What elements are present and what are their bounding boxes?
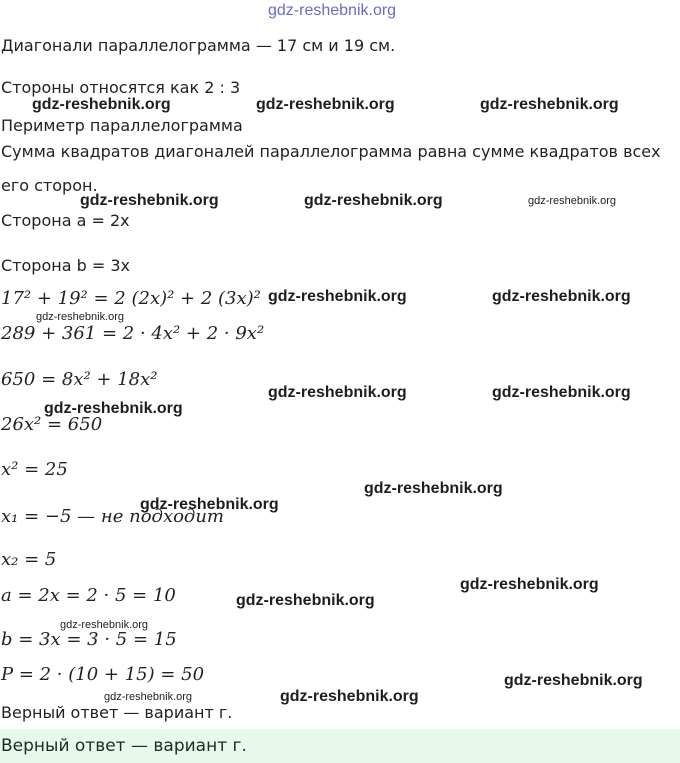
watermark: gdz-reshebnik.org xyxy=(492,384,631,401)
answer-text: Верный ответ — вариант г. xyxy=(1,736,247,756)
answer-box xyxy=(0,729,680,763)
watermark: gdz-reshebnik.org xyxy=(140,496,279,513)
watermark: gdz-reshebnik.org xyxy=(528,195,617,207)
watermark: gdz-reshebnik.org xyxy=(268,288,407,305)
eq-step-1: 17² + 19² = 2 (2x)² + 2 (3x)² xyxy=(1,288,261,309)
watermark: gdz-reshebnik.org xyxy=(364,480,503,497)
line-side-b: Сторона b = 3x xyxy=(1,256,130,275)
watermark: gdz-reshebnik.org xyxy=(480,96,619,113)
watermark: gdz-reshebnik.org xyxy=(304,192,443,209)
watermark: gdz-reshebnik.org xyxy=(80,192,219,209)
eq-step-4: 26x² = 650 xyxy=(1,414,103,435)
watermark: gdz-reshebnik.org xyxy=(256,96,395,113)
watermark: gdz-reshebnik.org xyxy=(36,311,125,323)
line-theorem-2: его сторон. xyxy=(1,176,98,195)
watermark-top: gdz-reshebnik.org xyxy=(268,2,397,19)
watermark: gdz-reshebnik.org xyxy=(104,691,193,703)
line-side-a: Сторона a = 2x xyxy=(1,211,130,230)
watermark: gdz-reshebnik.org xyxy=(504,672,643,689)
eq-a-value: a = 2x = 2 · 5 = 10 xyxy=(1,585,176,606)
eq-root-2: x₂ = 5 xyxy=(1,549,57,570)
watermark: gdz-reshebnik.org xyxy=(268,384,407,401)
eq-root-1: x₁ = −5 — не подходит xyxy=(1,506,224,527)
line-theorem-1: Сумма квадратов диагоналей параллелограмма равна сумме квадратов всех xyxy=(1,142,661,161)
watermark: gdz-reshebnik.org xyxy=(44,400,183,417)
eq-step-5: x² = 25 xyxy=(1,459,68,480)
eq-b-value: b = 3x = 3 · 5 = 15 xyxy=(1,629,177,650)
watermark: gdz-reshebnik.org xyxy=(60,619,149,631)
watermark: gdz-reshebnik.org xyxy=(280,688,419,705)
watermark: gdz-reshebnik.org xyxy=(492,288,631,305)
line-answer: Верный ответ — вариант г. xyxy=(1,703,233,722)
watermark: gdz-reshebnik.org xyxy=(32,96,171,113)
eq-step-3: 650 = 8x² + 18x² xyxy=(1,369,158,390)
eq-step-2: 289 + 361 = 2 · 4x² + 2 · 9x² xyxy=(1,323,265,344)
line-ratio: Стороны относятся как 2 : 3 xyxy=(1,78,241,97)
line-perimeter: Периметр параллелограмма xyxy=(1,116,243,135)
line-diagonals: Диагонали параллелограмма — 17 см и 19 см. xyxy=(1,36,396,55)
watermark: gdz-reshebnik.org xyxy=(236,592,375,609)
eq-perimeter: P = 2 · (10 + 15) = 50 xyxy=(1,664,205,685)
watermark: gdz-reshebnik.org xyxy=(460,576,599,593)
